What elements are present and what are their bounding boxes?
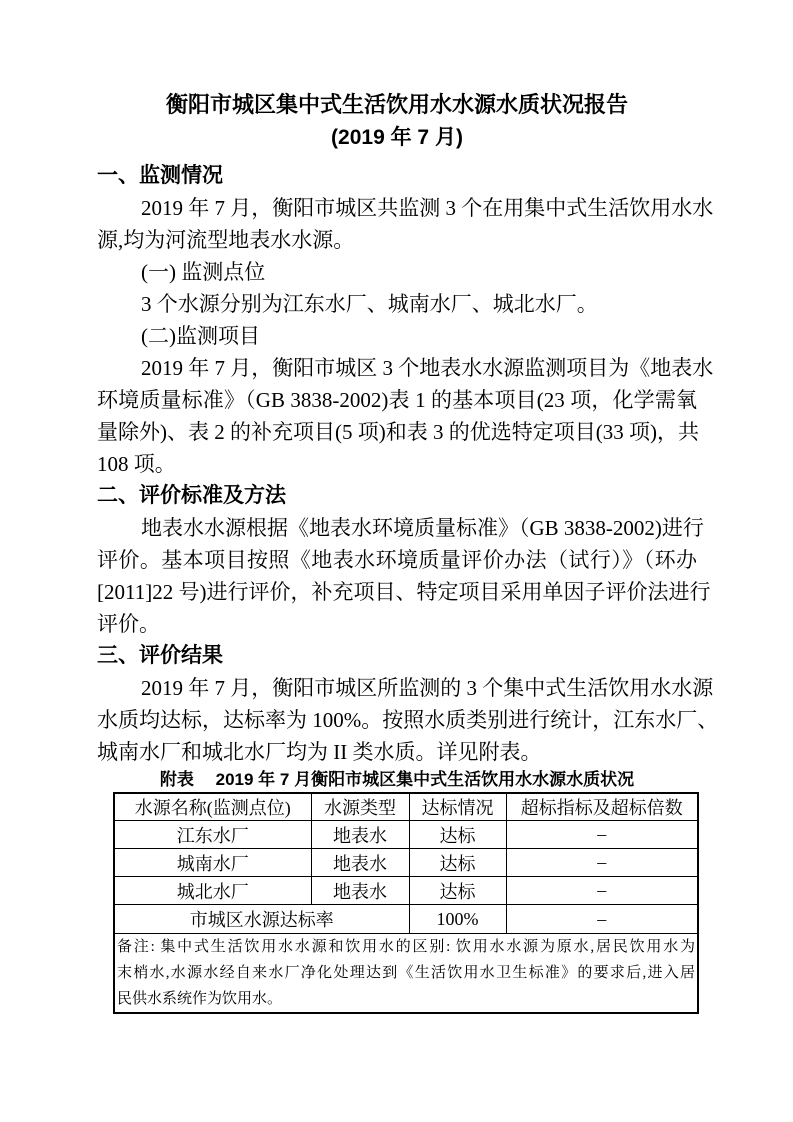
paragraph-line: 2019 年 7 月，衡阳市城区所监测的 3 个集中式生活饮用水水源 [141, 676, 714, 700]
header-exceedance: 超标指标及超标倍数 [506, 793, 698, 821]
paragraph-line: [2011]22 号)进行评价，补充项目、特定项目采用单因子评价法进行 [97, 580, 711, 604]
header-source-name: 水源名称(监测点位) [114, 793, 311, 821]
table-caption: 附表 2019 年 7 月衡阳市城区集中式生活饮用水水源水质状况 [159, 770, 635, 789]
table-row [114, 821, 698, 849]
note-text: 集中式生活饮用水水源和饮用水的区别: 饮用水水源为原水,居民饮用水为 [160, 939, 696, 955]
paragraph-line: 源,均为河流型地表水水源。 [97, 228, 355, 252]
cell-exceedance: – [506, 877, 698, 905]
table-header-row [114, 793, 698, 821]
header-compliance: 达标情况 [409, 793, 506, 821]
cell-compliance: 达标 [409, 821, 506, 849]
paragraph-line: 评价。 [97, 612, 160, 636]
cell-source-name: 江东水厂 [114, 821, 311, 849]
note-line: 末梢水,水源水经自来水厂净化处理达到《生活饮用水卫生标准》的要求后,进入居 [117, 965, 695, 981]
document-body [97, 88, 719, 1014]
report-subtitle: (2019 年 7 月) [331, 126, 463, 149]
note-label: 备注: [117, 939, 161, 955]
note-cell [114, 934, 698, 1014]
cell-source-type: 地表水 [311, 877, 409, 905]
paragraph-line: 108 项。 [97, 452, 176, 476]
section-heading-results: 三、评价结果 [97, 644, 223, 667]
section-heading-monitoring: 一、监测情况 [97, 164, 223, 187]
water-quality-table [113, 792, 699, 1014]
report-text [97, 160, 719, 768]
note-line [117, 934, 695, 960]
cell-source-name: 城北水厂 [114, 877, 311, 905]
paragraph-line: 水质均达标，达标率为 100%。按照水质类别进行统计，江东水厂、 [97, 708, 719, 732]
report-title: 衡阳市城区集中式生活饮用水水源水质状况报告 [165, 92, 628, 117]
paragraph-line: 量除外)、表 2 的补充项目(5 项)和表 3 的优选特定项目(33 项)，共 [97, 420, 699, 444]
cell-exceedance: – [506, 821, 698, 849]
table-summary-row [114, 905, 698, 934]
note-line: 民供水系统作为饮用水。 [117, 991, 283, 1007]
summary-rate: 100% [409, 905, 506, 934]
paragraph-line: 2019 年 7 月，衡阳市城区共监测 3 个在用集中式生活饮用水水 [141, 196, 714, 220]
cell-source-type: 地表水 [311, 849, 409, 877]
summary-label: 市城区水源达标率 [114, 905, 409, 934]
paragraph-line: 地表水水源根据《地表水环境质量标准》（GB 3838-2002)进行 [141, 516, 704, 540]
cell-compliance: 达标 [409, 877, 506, 905]
table-row [114, 877, 698, 905]
subsection-heading-items: (二)监测项目 [141, 324, 260, 348]
header-source-type: 水源类型 [311, 793, 409, 821]
paragraph-line: 环境质量标准》（GB 3838-2002)表 1 的基本项目(23 项，化学需氧 [97, 388, 697, 412]
cell-source-type: 地表水 [311, 821, 409, 849]
cell-source-name: 城南水厂 [114, 849, 311, 877]
table-row [114, 849, 698, 877]
paragraph-line: 2019 年 7 月，衡阳市城区 3 个地表水水源监测项目为《地表水 [141, 356, 714, 380]
table-note-row [114, 934, 698, 1014]
cell-exceedance: – [506, 849, 698, 877]
subsection-heading-points: (一) 监测点位 [141, 260, 266, 284]
paragraph-line: 城南水厂和城北水厂均为 II 类水质。详见附表。 [97, 740, 542, 764]
paragraph-line: 评价。基本项目按照《地表水环境质量评价办法（试行）》（环办 [97, 548, 697, 572]
paragraph-line: 3 个水源分别为江东水厂、城南水厂、城北水厂。 [141, 292, 598, 316]
summary-exceedance: – [506, 905, 698, 934]
cell-compliance: 达标 [409, 849, 506, 877]
section-heading-standards: 二、评价标准及方法 [97, 484, 286, 507]
